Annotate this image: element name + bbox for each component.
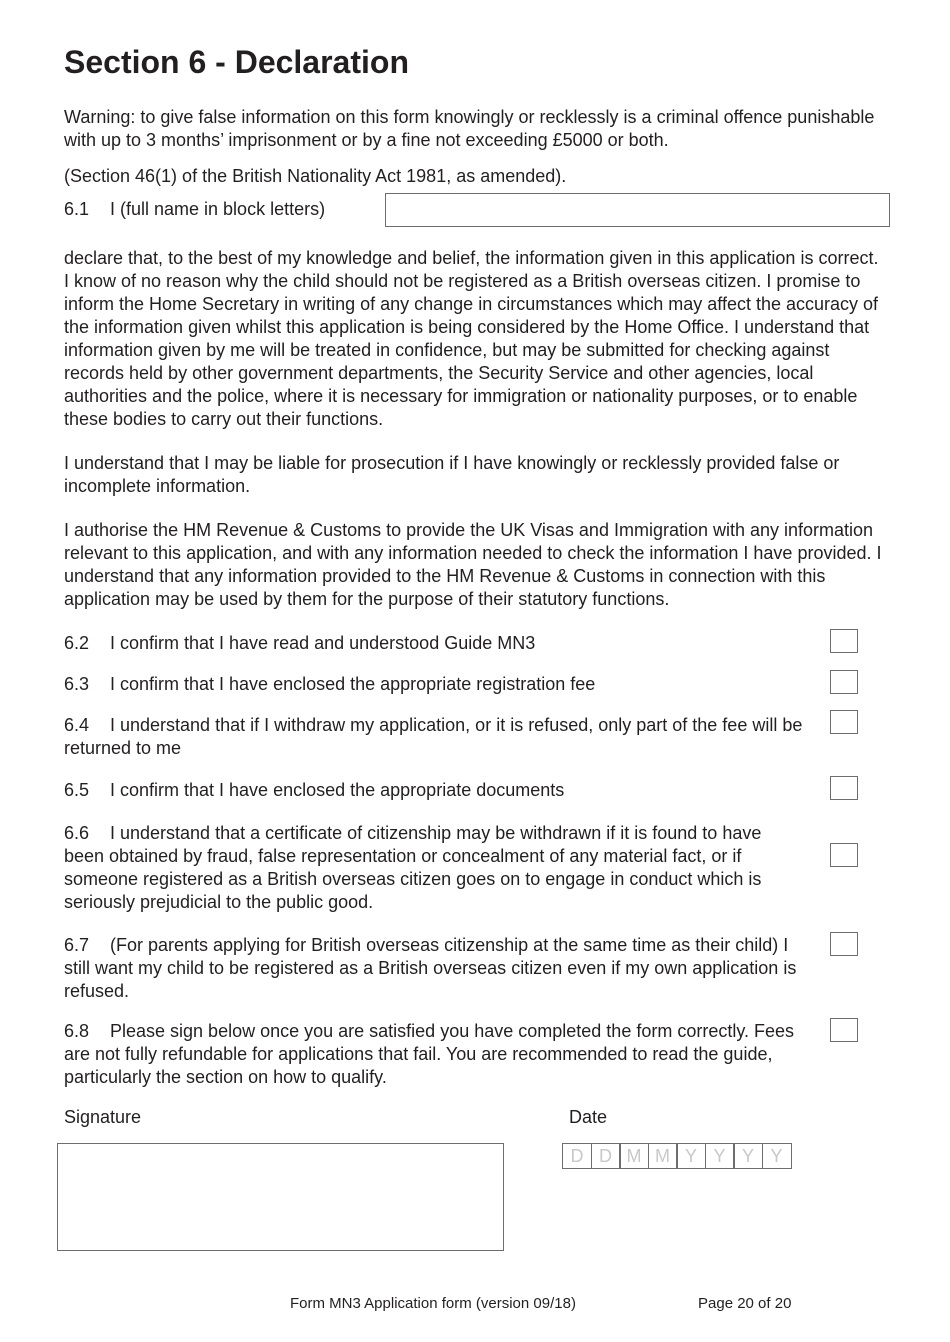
item-6-5-checkbox[interactable] bbox=[830, 776, 858, 800]
page-title: Section 6 - Declaration bbox=[64, 44, 409, 80]
item-6-2-checkbox[interactable] bbox=[830, 629, 858, 653]
item-number: 6.2 bbox=[64, 633, 90, 653]
item-6-8 bbox=[64, 1020, 814, 1089]
item-number: 6.7 bbox=[64, 935, 90, 955]
date-year-4[interactable]: Y bbox=[762, 1143, 792, 1169]
item-text: I confirm that I have enclosed the appropriate registration fee bbox=[110, 674, 596, 694]
item-text: I understand that if I withdraw my application, or it is refused, only part of the fee will be returned to me bbox=[64, 715, 803, 758]
date-label: Date bbox=[569, 1107, 608, 1127]
item-number: 6.3 bbox=[64, 674, 90, 694]
declaration-paragraph: declare that, to the best of my knowledge and belief, the information given in this application is correct. I know of no reason why the child should not be registered as a British overseas citizen. I promise to inform the Home Secretary in writing of any change in circumstances which may affect the accuracy of the information given whilst this application is being considered by the Home Office. I understand that information given by me will be treated in confidence, but may be submitted for checking against records held by other government departments, the Security Service and other agencies, local authorities and the police, where it is necessary for immigration or nationality purposes, or to enable these bodies to carry out their functions. bbox=[64, 248, 879, 429]
signature-label: Signature bbox=[64, 1107, 142, 1127]
item-text: I understand that a certificate of citizenship may be withdrawn if it is found to have been obtained by fraud, false representation or concealment of any material fact, or if someone registered as a British overseas citizen goes on to engage in conduct which is seriously prejudicial to the public good. bbox=[64, 823, 762, 912]
date-day-2[interactable]: D bbox=[591, 1143, 621, 1169]
item-6-4-checkbox[interactable] bbox=[830, 710, 858, 734]
prosecution-paragraph: I understand that I may be liable for prosecution if I have knowingly or recklessly provided false or incomplete information. bbox=[64, 453, 840, 496]
item-6-2 bbox=[64, 632, 824, 655]
legal-reference: (Section 46(1) of the British Nationality Act 1981, as amended). bbox=[64, 166, 567, 186]
item-text: (For parents applying for British overseas citizenship at the same time as their child) I still want my child to be registered as a British overseas citizen even if my own application is refused. bbox=[64, 935, 797, 1001]
q61-number: 6.1 bbox=[64, 199, 90, 219]
warning-text: Warning: to give false information on this form knowingly or recklessly is a criminal offence punishable with up to 3 months’ imprisonment or by a fine not exceeding £5000 or both. bbox=[64, 107, 875, 150]
date-input[interactable] bbox=[562, 1143, 792, 1169]
item-6-6 bbox=[64, 822, 774, 914]
date-month-1[interactable]: M bbox=[619, 1143, 649, 1169]
item-number: 6.4 bbox=[64, 715, 90, 735]
date-year-1[interactable]: Y bbox=[676, 1143, 706, 1169]
item-6-7-checkbox[interactable] bbox=[830, 932, 858, 956]
footer-form-name: Form MN3 Application form (version 09/18) bbox=[290, 1295, 576, 1312]
q61-label-row bbox=[64, 198, 325, 221]
item-text: Please sign below once you are satisfied you have completed the form correctly. Fees are not fully refundable for applications that fail. You are recommended to read the guide, particularly the section on how to qualify. bbox=[64, 1021, 795, 1087]
item-text: I confirm that I have enclosed the appropriate documents bbox=[110, 780, 565, 800]
date-day-1[interactable]: D bbox=[562, 1143, 592, 1169]
item-6-3 bbox=[64, 673, 824, 696]
signature-box[interactable] bbox=[57, 1143, 504, 1251]
footer-page-number: Page 20 of 20 bbox=[698, 1295, 792, 1312]
item-6-4 bbox=[64, 714, 824, 760]
item-number: 6.8 bbox=[64, 1021, 90, 1041]
item-6-3-checkbox[interactable] bbox=[830, 670, 858, 694]
q61-label: I (full name in block letters) bbox=[110, 199, 326, 219]
item-6-5 bbox=[64, 779, 824, 802]
item-6-7 bbox=[64, 934, 804, 1003]
date-year-3[interactable]: Y bbox=[733, 1143, 763, 1169]
hmrc-paragraph: I authorise the HM Revenue & Customs to provide the UK Visas and Immigration with any information relevant to this application, and with any information needed to check the information I have provided. I understand that any information provided to the HM Revenue & Customs in connection with this application may be used by them for the purpose of their statutory functions. bbox=[64, 520, 882, 609]
item-text: I confirm that I have read and understood Guide MN3 bbox=[110, 633, 536, 653]
item-number: 6.5 bbox=[64, 780, 90, 800]
item-number: 6.6 bbox=[64, 823, 90, 843]
item-6-8-checkbox[interactable] bbox=[830, 1018, 858, 1042]
full-name-input[interactable] bbox=[385, 193, 890, 227]
item-6-6-checkbox[interactable] bbox=[830, 843, 858, 867]
date-year-2[interactable]: Y bbox=[705, 1143, 735, 1169]
date-month-2[interactable]: M bbox=[648, 1143, 678, 1169]
